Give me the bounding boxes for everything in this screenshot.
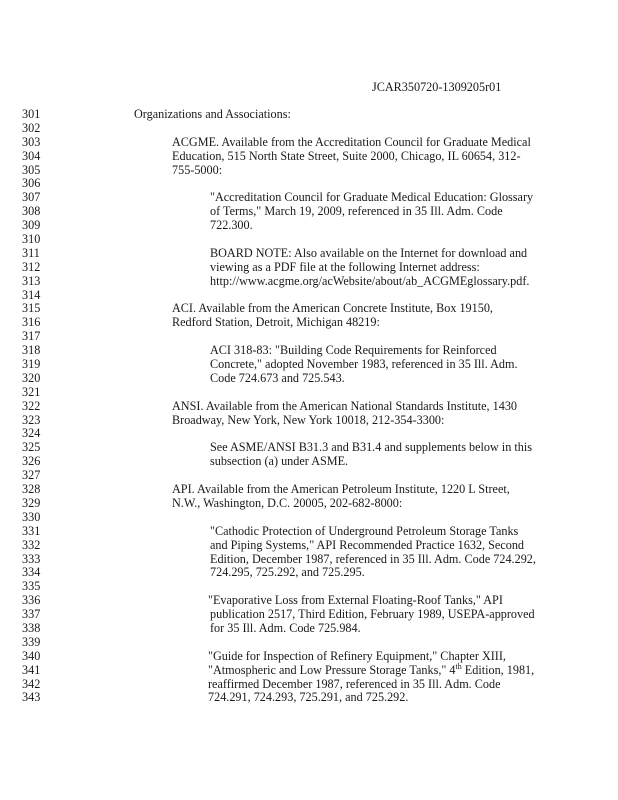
- line-text-main: publication 2517, Third Edition, February 1989, USEPA-approved: [210, 607, 535, 622]
- line-number: 310: [22, 232, 41, 247]
- document-line: [0, 302, 618, 316]
- line-number: 301: [22, 107, 41, 121]
- line-number: 308: [22, 204, 41, 219]
- line-text-main: Concrete," adopted November 1983, referenced in 35 Ill. Adm.: [210, 357, 518, 372]
- line-number: 303: [22, 134, 41, 149]
- line-text: [134, 108, 291, 122]
- line-number: 337: [22, 607, 41, 622]
- line-text-main: ACI. Available from the American Concrete Institute, Box 19150,: [172, 301, 493, 316]
- line-number: 319: [22, 357, 41, 372]
- document-line: [0, 678, 618, 692]
- line-number: 311: [22, 245, 40, 260]
- line-number: 314: [22, 287, 41, 302]
- document-line: [0, 164, 618, 178]
- line-text: [210, 455, 348, 469]
- line-text: [208, 661, 535, 678]
- document-line: [0, 261, 618, 275]
- line-text: [172, 150, 521, 164]
- line-text-main: "Accreditation Council for Graduate Medical Education: Glossary: [210, 190, 534, 205]
- line-number: 326: [22, 454, 41, 469]
- document-line: [0, 316, 618, 330]
- line-number: 330: [22, 509, 41, 524]
- line-number: 315: [22, 301, 41, 316]
- line-text: [172, 497, 402, 511]
- document-line: [0, 691, 618, 705]
- line-text: [210, 191, 533, 205]
- line-number: 307: [22, 190, 41, 205]
- document-line: [0, 483, 618, 497]
- document-line: [0, 191, 618, 205]
- line-text: [210, 358, 518, 372]
- line-number: 328: [22, 482, 41, 497]
- document-line: [0, 525, 618, 539]
- document-line: [0, 247, 618, 261]
- line-number: 323: [22, 412, 41, 427]
- document-line: [0, 497, 618, 511]
- document-line: [0, 330, 618, 344]
- line-number: 329: [22, 495, 41, 510]
- line-text: [210, 344, 497, 358]
- line-number: 331: [22, 523, 41, 538]
- line-text-main: 755-5000:: [172, 162, 223, 177]
- line-text-main: API. Available from the American Petroleum Institute, 1220 L Street,: [172, 482, 510, 497]
- line-text-main: ANSI. Available from the American National Standards Institute, 1430: [172, 398, 518, 413]
- line-number: 312: [22, 259, 41, 274]
- document-line: [0, 205, 618, 219]
- line-text-main: ACI 318-83: "Building Code Requirements for Reinforced: [210, 343, 497, 358]
- line-text-main: Broadway, New York, New York 10018, 212-354-3300:: [172, 412, 445, 427]
- document-line: [0, 344, 618, 358]
- line-number: 304: [22, 148, 41, 163]
- line-text-main: See ASME/ANSI B31.3 and B31.4 and supplements below in this: [210, 440, 532, 455]
- document-line: [0, 650, 618, 664]
- document-line: [0, 566, 618, 580]
- line-text-main: 724.291, 724.293, 725.291, and 725.292.: [208, 690, 409, 705]
- line-text-main: BOARD NOTE: Also available on the Internet for download and: [210, 245, 528, 260]
- line-number: 316: [22, 315, 41, 330]
- document-line: [0, 427, 618, 441]
- line-number: 325: [22, 440, 41, 455]
- document-line: [0, 386, 618, 400]
- line-text-main: N.W., Washington, D.C. 20005, 202-682-8000:: [172, 495, 403, 510]
- line-text-main: "Atmospheric and Low Pressure Storage Tanks," 4: [208, 662, 456, 677]
- line-number: 322: [22, 398, 41, 413]
- line-text: [210, 608, 535, 622]
- line-number: 333: [22, 551, 41, 566]
- document-line: [0, 636, 618, 650]
- line-text: [210, 525, 518, 539]
- line-text: [172, 136, 531, 150]
- line-number: 343: [22, 690, 41, 705]
- line-text-after: Edition, 1981,: [461, 662, 535, 677]
- line-number: 332: [22, 537, 41, 552]
- line-text: [210, 553, 536, 567]
- document-line: [0, 219, 618, 233]
- document-line: [0, 400, 618, 414]
- line-text-main: 722.300.: [210, 218, 253, 233]
- line-text-main: subsection (a) under ASME.: [210, 454, 349, 469]
- document-line: [0, 108, 618, 122]
- line-text-main: Code 724.673 and 725.543.: [210, 370, 345, 385]
- document-line: [0, 441, 618, 455]
- line-text: [210, 441, 532, 455]
- line-text: [172, 400, 517, 414]
- line-number: 321: [22, 384, 41, 399]
- line-number: 318: [22, 343, 41, 358]
- line-text-main: for 35 Ill. Adm. Code 725.984.: [210, 620, 361, 635]
- document-line: [0, 372, 618, 386]
- line-number: 334: [22, 565, 41, 580]
- document-line: [0, 150, 618, 164]
- document-id-header: JCAR350720-1309205r01: [372, 80, 502, 94]
- document-line: [0, 233, 618, 247]
- line-number: 317: [22, 329, 41, 344]
- document-body: [0, 108, 618, 705]
- line-number: 305: [22, 162, 41, 177]
- line-text: [210, 261, 480, 275]
- superscript: th: [455, 661, 462, 671]
- line-number: 327: [22, 468, 41, 483]
- document-line: [0, 177, 618, 191]
- document-line: [0, 358, 618, 372]
- line-text: [208, 678, 501, 692]
- line-text-main: "Evaporative Loss from External Floating-Roof Tanks," API: [208, 593, 503, 608]
- line-text: [210, 372, 345, 386]
- document-line: [0, 289, 618, 303]
- line-text: [172, 414, 444, 428]
- line-number: 340: [22, 648, 41, 663]
- line-number: 335: [22, 579, 41, 594]
- document-line: [0, 455, 618, 469]
- line-text-main: Edition, December 1987, referenced in 35 Ill. Adm. Code 724.292,: [210, 551, 536, 566]
- document-line: [0, 122, 618, 136]
- document-line: [0, 414, 618, 428]
- document-line: [0, 136, 618, 150]
- line-number: 302: [22, 120, 41, 135]
- line-text: [172, 164, 222, 178]
- document-line: [0, 539, 618, 553]
- line-text-main: ACGME. Available from the Accreditation Council for Graduate Medical: [172, 134, 531, 149]
- line-text-main: Redford Station, Detroit, Michigan 48219:: [172, 315, 380, 330]
- document-line: [0, 608, 618, 622]
- line-text: [172, 302, 493, 316]
- line-number: 342: [22, 676, 41, 691]
- document-line: [0, 622, 618, 636]
- line-number: 338: [22, 620, 41, 635]
- line-text-main: "Guide for Inspection of Refinery Equipment," Chapter XIII,: [208, 648, 506, 663]
- line-number: 339: [22, 634, 41, 649]
- line-text: [210, 539, 524, 553]
- document-line: [0, 594, 618, 608]
- line-text-main: Organizations and Associations:: [134, 107, 291, 121]
- line-text-main: reaffirmed December 1987, referenced in 35 Ill. Adm. Code: [208, 676, 501, 691]
- line-text: [172, 483, 510, 497]
- line-text: [210, 275, 529, 289]
- line-text: [208, 691, 408, 705]
- line-text-main: of Terms," March 19, 2009, referenced in 35 Ill. Adm. Code: [210, 204, 503, 219]
- line-text: [210, 205, 503, 219]
- line-number: 313: [22, 273, 41, 288]
- line-text: [210, 219, 253, 233]
- line-text: [210, 622, 361, 636]
- line-number: 320: [22, 370, 41, 385]
- document-line: [0, 661, 618, 678]
- line-text: [210, 566, 365, 580]
- line-text-main: 724.295, 725.292, and 725.295.: [210, 565, 365, 580]
- document-line: [0, 553, 618, 567]
- document-line: [0, 511, 618, 525]
- line-text-main: "Cathodic Protection of Underground Petroleum Storage Tanks: [210, 523, 519, 538]
- line-text: [172, 316, 380, 330]
- line-text: [210, 247, 527, 261]
- line-number: 341: [22, 662, 41, 677]
- document-line: [0, 275, 618, 289]
- line-number: 324: [22, 426, 41, 441]
- line-number: 309: [22, 218, 41, 233]
- document-line: [0, 469, 618, 483]
- line-text: [208, 594, 503, 608]
- line-text-main: Education, 515 North State Street, Suite 2000, Chicago, IL 60654, 312-: [172, 148, 521, 163]
- line-text-main: http://www.acgme.org/acWebsite/about/ab_ACGMEglossary.pdf.: [210, 273, 530, 288]
- line-number: 306: [22, 176, 41, 191]
- document-line: [0, 580, 618, 594]
- line-number: 336: [22, 593, 41, 608]
- line-text-main: viewing as a PDF file at the following Internet address:: [210, 259, 480, 274]
- line-text-main: and Piping Systems," API Recommended Practice 1632, Second: [210, 537, 525, 552]
